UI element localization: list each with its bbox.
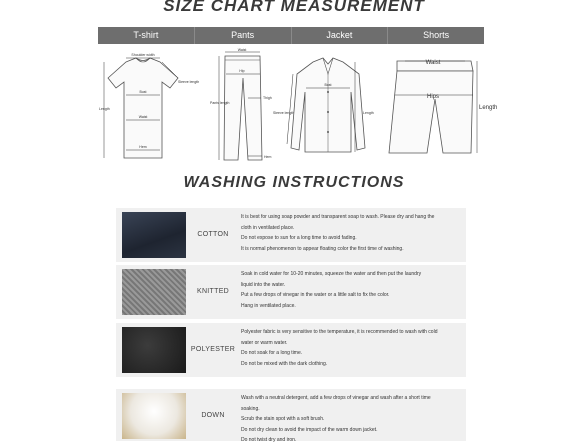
tshirt-bust-label: Bust xyxy=(139,90,147,94)
fabric-name: KNITTED xyxy=(196,288,230,295)
cotton-swatch xyxy=(122,212,186,258)
pants-hip-label: Hip xyxy=(239,69,245,73)
fabric-row-cotton xyxy=(116,208,466,262)
fabric-row-knitted xyxy=(116,265,466,319)
fabric-description: Polyester fabric is very sensitive to the temperature, it is recommended to wash with cold water or warm water. Do not soak for a long time. Do not be mixed with the dark clothing. xyxy=(241,329,438,367)
tshirt-diagram xyxy=(96,50,200,168)
shorts-hips-label: Hips xyxy=(426,94,440,100)
jacket-sleeve-label: Sleeve length xyxy=(273,111,295,115)
tshirt-shoulder-label: Shoulder width xyxy=(131,53,155,57)
polyester-swatch xyxy=(122,327,186,373)
tab-jacket: Jacket xyxy=(292,27,389,44)
tab-pants: Pants xyxy=(195,27,292,44)
pants-waist-label: Waist xyxy=(237,48,247,52)
jacket-diagram xyxy=(273,52,383,160)
tshirt-length-label: Length xyxy=(99,107,110,111)
jacket-length-label: Length xyxy=(363,111,374,115)
jacket-bust-label: Bust xyxy=(324,83,332,87)
pants-thigh-label: Thigh xyxy=(263,96,272,100)
tshirt-hem-label: Hem xyxy=(139,145,147,149)
pants-hem-label: Hem xyxy=(264,155,272,159)
fabric-row-down xyxy=(116,389,466,441)
tab-shorts: Shorts xyxy=(423,30,450,40)
shorts-waist-label: Waist xyxy=(425,60,441,66)
fabric-description: It is best for using soap powder and transparent soap to wash. Please dry and hang the cloth in ventilated place. Do not expose to sun for a long time to avoid fading. It is normal phenomenon to appear floating color the first time of washing. xyxy=(241,214,435,252)
fabric-row-polyester xyxy=(116,323,466,377)
pants-length-label: Pants length xyxy=(210,101,230,105)
tab-tshirt: T-shirt xyxy=(98,27,195,44)
down-swatch xyxy=(122,393,186,439)
garment-tab-bar xyxy=(98,27,484,44)
fabric-name: COTTON xyxy=(197,231,229,238)
knitted-swatch xyxy=(122,269,186,315)
fabric-name: DOWN xyxy=(201,412,225,419)
washing-instructions-title: WASHING INSTRUCTIONS xyxy=(183,174,405,191)
fabric-description: Soak in cold water for 10-20 minutes, squeeze the water and then put the laundry liquid into the water. Put a few drops of vinegar in the water or a little salt to fix the color. Hang in ventilated place. xyxy=(241,271,422,309)
tshirt-waist-label: Waist xyxy=(138,115,148,119)
shorts-diagram xyxy=(385,55,498,160)
pants-diagram xyxy=(210,48,280,170)
shorts-length-label: Length xyxy=(479,105,498,111)
tshirt-sleeve-label: Sleeve length xyxy=(178,80,200,84)
fabric-name: POLYESTER xyxy=(190,346,236,353)
fabric-description: Wash with a neutral detergent, add a few drops of vinegar and wash after a short time soaking. Scrub the stain spot with a soft brush. Do not dry clean to avoid the impact of the warm down jacket. Do not twist dry and iron. xyxy=(241,395,431,443)
size-chart-title: SIZE CHART MEASUREMENT xyxy=(163,0,425,15)
